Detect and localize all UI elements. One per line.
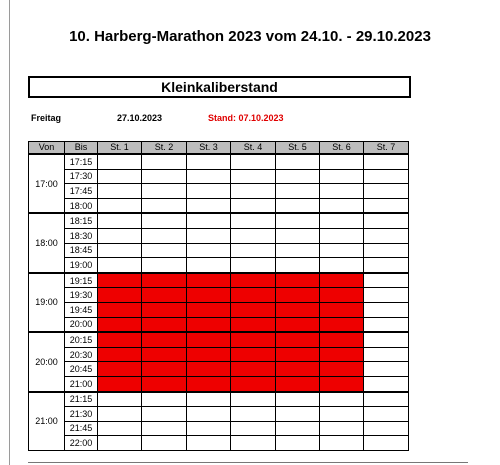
table-row [29,184,409,199]
bis-cell: 19:00 [65,258,98,273]
table-row [29,228,409,243]
station-slot-reserved [98,362,142,377]
day-label: Freitag [31,113,62,123]
table-row [29,421,409,436]
bis-cell: 19:30 [65,288,98,303]
station-slot-reserved [276,273,320,288]
bis-cell: 18:30 [65,228,98,243]
station-slot [364,258,409,273]
station-slot [320,184,364,199]
von-cell: 17:00 [29,154,65,213]
station-slot-reserved [231,288,276,303]
station-slot [276,407,320,422]
page-edge-line [9,0,10,465]
station-slot [98,421,142,436]
station-slot [320,392,364,407]
station-slot [320,407,364,422]
table-row [29,392,409,407]
station-slot [187,421,231,436]
station-slot-reserved [98,347,142,362]
station-slot [142,421,187,436]
bis-cell: 19:15 [65,273,98,288]
column-header: St. 6 [320,142,364,155]
table-row [29,213,409,228]
table-row [29,302,409,317]
station-slot [364,302,409,317]
station-slot [98,228,142,243]
station-slot [142,436,187,451]
station-slot [187,198,231,213]
range-name-box: Kleinkaliberstand [28,76,411,98]
station-slot [364,243,409,258]
station-slot [231,198,276,213]
table-row [29,198,409,213]
von-cell: 19:00 [29,273,65,332]
bis-cell: 19:45 [65,302,98,317]
station-slot [276,213,320,228]
bis-cell: 20:00 [65,317,98,332]
station-slot [231,392,276,407]
station-slot-reserved [231,362,276,377]
station-slot-reserved [276,347,320,362]
station-slot [276,258,320,273]
bis-cell: 20:30 [65,347,98,362]
column-header: St. 2 [142,142,187,155]
table-row [29,407,409,422]
bis-cell: 18:00 [65,198,98,213]
station-slot [364,273,409,288]
table-row [29,436,409,451]
bis-cell: 18:45 [65,243,98,258]
page-title: 10. Harberg-Marathon 2023 vom 24.10. - 29.10.2023 [69,28,431,45]
station-slot [320,154,364,169]
station-slot [320,421,364,436]
station-slot [364,407,409,422]
station-slot [98,407,142,422]
station-slot [276,228,320,243]
table-row [29,317,409,332]
station-slot [142,243,187,258]
table-row [29,376,409,391]
station-slot [142,392,187,407]
station-slot-reserved [320,362,364,377]
bis-cell: 20:45 [65,362,98,377]
station-slot [142,154,187,169]
station-slot-reserved [142,347,187,362]
station-slot-reserved [98,376,142,391]
station-slot-reserved [187,376,231,391]
station-slot-reserved [320,273,364,288]
table-row [29,273,409,288]
station-slot [364,154,409,169]
station-slot [276,392,320,407]
station-slot [320,258,364,273]
table-row [29,332,409,347]
column-header: Von [29,142,65,155]
station-slot [187,436,231,451]
table-body [29,154,409,450]
station-slot-reserved [187,302,231,317]
column-header: St. 1 [98,142,142,155]
station-slot-reserved [231,317,276,332]
station-slot [98,213,142,228]
station-slot-reserved [142,362,187,377]
station-slot [98,392,142,407]
station-slot-reserved [187,317,231,332]
bis-cell: 22:00 [65,436,98,451]
station-slot [187,169,231,184]
station-slot [187,258,231,273]
station-slot-reserved [142,273,187,288]
station-slot-reserved [320,302,364,317]
station-slot-reserved [231,273,276,288]
table-row [29,362,409,377]
table-row [29,154,409,169]
station-slot [98,184,142,199]
bis-cell: 17:30 [65,169,98,184]
table-row [29,347,409,362]
station-slot [320,213,364,228]
station-slot [364,376,409,391]
station-slot [98,198,142,213]
station-slot [276,154,320,169]
station-slot [364,317,409,332]
table-row [29,169,409,184]
station-slot [98,169,142,184]
table-row [29,258,409,273]
station-slot [320,243,364,258]
station-slot [98,258,142,273]
von-cell: 20:00 [29,332,65,391]
station-slot-reserved [142,332,187,347]
station-slot [364,347,409,362]
station-slot [187,243,231,258]
station-slot-reserved [231,347,276,362]
station-slot [231,184,276,199]
station-slot-reserved [320,288,364,303]
station-slot [231,421,276,436]
station-slot-reserved [98,273,142,288]
station-slot [276,198,320,213]
station-slot [364,332,409,347]
station-slot-reserved [187,288,231,303]
station-slot [231,154,276,169]
station-slot-reserved [276,362,320,377]
stand-label: Stand: 07.10.2023 [208,113,284,123]
column-header: St. 7 [364,142,409,155]
bis-cell: 21:00 [65,376,98,391]
station-slot [276,421,320,436]
station-slot-reserved [98,332,142,347]
column-header: Bis [65,142,98,155]
station-slot-reserved [187,273,231,288]
column-header: St. 3 [187,142,231,155]
station-slot-reserved [187,347,231,362]
station-slot [231,258,276,273]
column-header: St. 4 [231,142,276,155]
station-slot [320,169,364,184]
station-slot [98,243,142,258]
station-slot [364,421,409,436]
station-slot-reserved [276,302,320,317]
station-slot [231,407,276,422]
bis-cell: 18:15 [65,213,98,228]
schedule-table [28,141,409,451]
station-slot-reserved [320,317,364,332]
station-slot [187,213,231,228]
station-slot-reserved [231,376,276,391]
station-slot-reserved [276,376,320,391]
station-slot [142,258,187,273]
station-slot [187,228,231,243]
station-slot [187,184,231,199]
station-slot [276,436,320,451]
station-slot-reserved [142,288,187,303]
station-slot [364,198,409,213]
station-slot-reserved [98,288,142,303]
table-row [29,288,409,303]
station-slot-reserved [98,317,142,332]
station-slot [231,169,276,184]
station-slot-reserved [231,302,276,317]
station-slot [98,154,142,169]
station-slot-reserved [187,332,231,347]
station-slot-reserved [320,347,364,362]
station-slot-reserved [320,376,364,391]
bis-cell: 21:30 [65,407,98,422]
station-slot [231,228,276,243]
date-label: 27.10.2023 [117,113,163,123]
station-slot [276,169,320,184]
bis-cell: 21:15 [65,392,98,407]
station-slot-reserved [142,317,187,332]
footer-line [28,462,468,463]
station-slot [142,184,187,199]
station-slot [142,198,187,213]
station-slot [231,243,276,258]
station-slot [320,198,364,213]
station-slot [364,213,409,228]
bis-cell: 20:15 [65,332,98,347]
station-slot [364,169,409,184]
station-slot [231,436,276,451]
station-slot-reserved [231,332,276,347]
station-slot-reserved [276,332,320,347]
station-slot-reserved [142,376,187,391]
station-slot [320,436,364,451]
station-slot-reserved [276,288,320,303]
station-slot [231,213,276,228]
station-slot-reserved [98,302,142,317]
station-slot-reserved [142,302,187,317]
station-slot-reserved [276,317,320,332]
von-cell: 18:00 [29,213,65,272]
station-slot [187,407,231,422]
station-slot [364,362,409,377]
column-header: St. 5 [276,142,320,155]
table-header-row [29,142,409,155]
bis-cell: 17:45 [65,184,98,199]
station-slot [364,184,409,199]
station-slot [98,436,142,451]
bis-cell: 17:15 [65,154,98,169]
station-slot [142,169,187,184]
station-slot-reserved [187,362,231,377]
station-slot [142,213,187,228]
station-slot [364,288,409,303]
station-slot [187,154,231,169]
station-slot [364,392,409,407]
station-slot [364,436,409,451]
station-slot [276,184,320,199]
bis-cell: 21:45 [65,421,98,436]
station-slot [276,243,320,258]
station-slot [142,228,187,243]
von-cell: 21:00 [29,392,65,451]
table-row [29,243,409,258]
station-slot [142,407,187,422]
station-slot [187,392,231,407]
station-slot [320,228,364,243]
station-slot-reserved [320,332,364,347]
station-slot [364,228,409,243]
